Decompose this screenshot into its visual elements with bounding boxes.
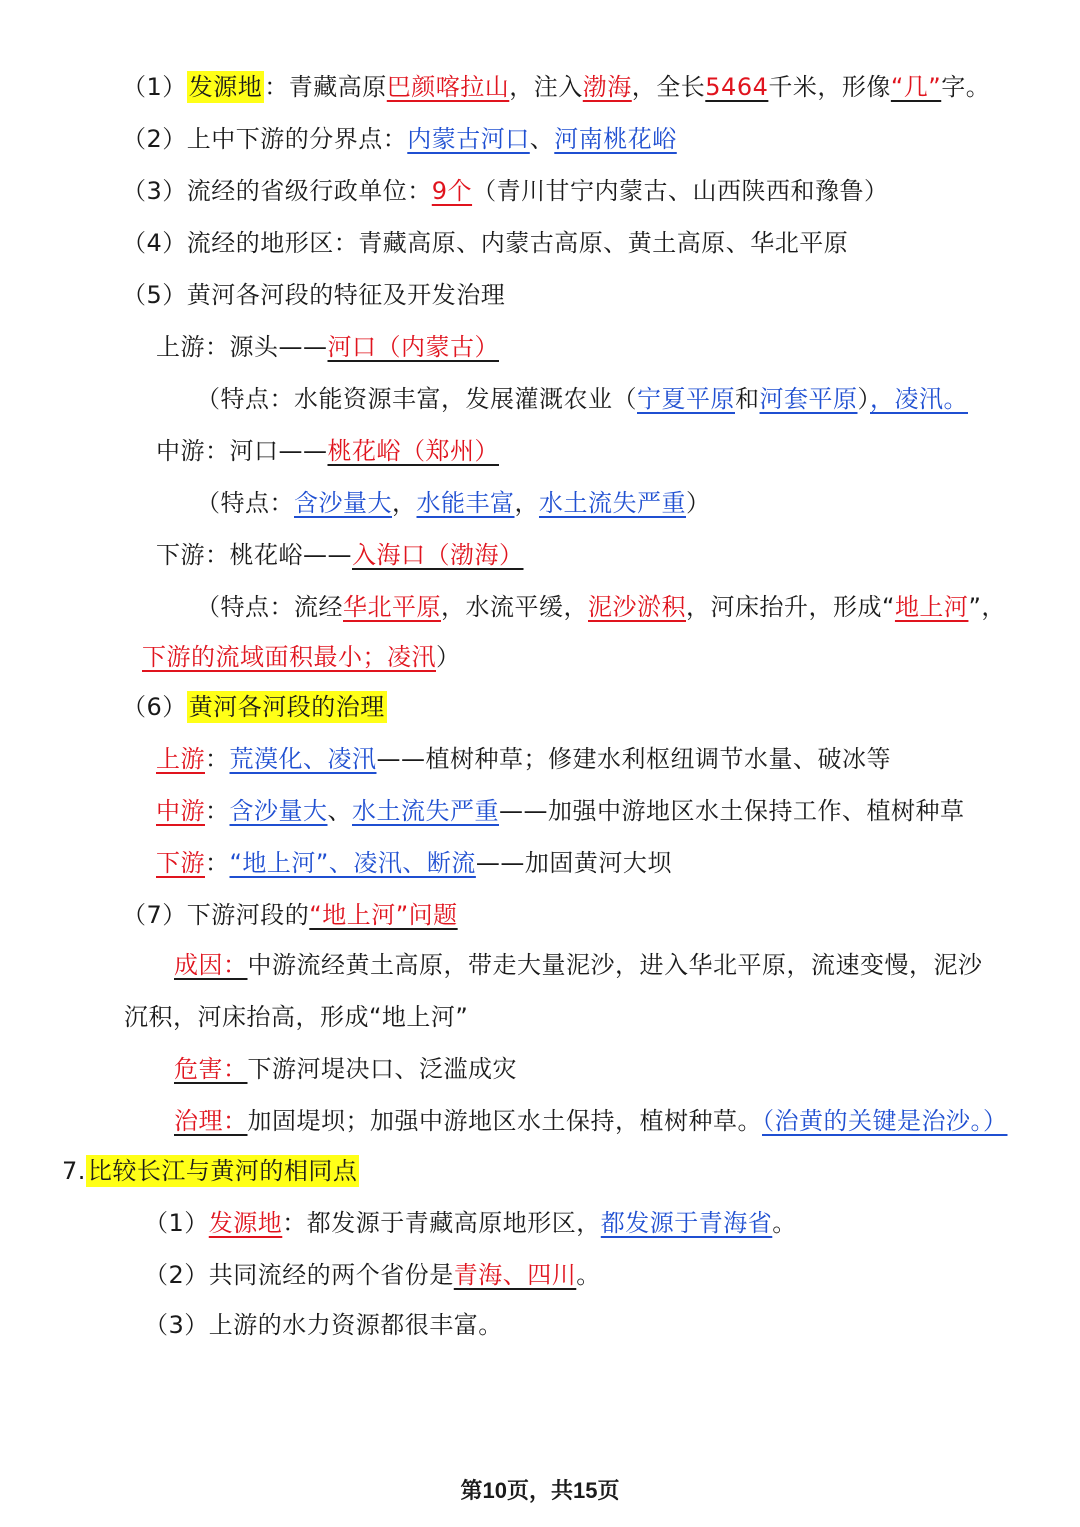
text: ——加强中游地区水土保持工作、植树种草 [499,797,965,825]
text: 字。 [941,73,991,101]
answer-blue: “地上河”、凌汛、断流 [229,849,476,877]
text: 。 [772,1209,797,1237]
answer-blue: 含沙量大 [294,489,392,517]
compare-3 [144,1308,503,1342]
governance-upper [156,742,891,776]
text: （2）共同流经的两个省份是 [144,1261,454,1289]
answer-red: 桃花峪（郑州） [327,437,499,465]
text: ， [392,489,417,517]
item-6-heading [122,690,387,724]
text: ： [205,745,230,773]
text: （青川甘宁内蒙古、山西陕西和豫鲁） [472,177,889,205]
governance-lower [156,846,672,880]
compare-2 [144,1258,601,1292]
text: （5）黄河各河段的特征及开发治理 [122,281,506,309]
answer-red: 上游 [156,745,205,773]
answer-red: 发源地 [208,1209,283,1237]
text: ，河床抬升，形成“ [686,593,895,621]
text: ——加固黄河大坝 [475,849,672,877]
answer-blue: 内蒙古河口 [407,125,530,153]
text: （3）流经的省级行政单位： [122,177,432,205]
item-2-boundary [122,122,677,156]
answer-red: 入海口（渤海） [352,541,524,569]
text: （3）上游的水力资源都很丰富。 [144,1311,503,1339]
answer-red: 青海、四川 [453,1261,577,1289]
answer-blue: 含沙量大 [229,797,328,825]
item-5-heading [122,278,505,312]
text: （特点： [196,489,294,517]
answer-blue: ，凌汛。 [870,385,968,413]
item-number: （1） [144,1209,209,1237]
harm-line [174,1052,517,1086]
text: 下游：桃花峪—— [156,541,352,569]
text: 千米，形像 [768,73,891,101]
compare-1 [144,1206,797,1240]
text: ： [205,797,230,825]
answer-red: “几” [890,73,942,101]
text: ——植树种草；修建水利枢纽调节水量、破冰等 [376,745,891,773]
text: （4）流经的地形区：青藏高原、内蒙古高原、黄土高原、华北平原 [122,229,849,257]
answer-red: 成因： [174,951,248,979]
highlight-term: 黄河各河段的治理 [188,693,385,721]
upper-reach [156,330,499,364]
lower-features-cont [142,640,461,674]
text: ”， [968,593,1006,621]
answer-blue: 宁夏平原 [637,385,735,413]
cause-line [174,948,983,982]
answer-red: 华北平原 [343,593,441,621]
answer-red: 下游 [156,849,205,877]
item-4-landforms [122,226,848,260]
text: 。 [576,1261,601,1289]
text: 下游河堤决口、泛滥成灾 [247,1055,517,1083]
answer-blue: 河南桃花峪 [554,125,677,153]
answer-red: 下游的流域面积最小；凌汛 [142,643,436,671]
item-1-source [122,70,990,104]
answer-blue: 都发源于青海省 [600,1209,773,1237]
answer-blue: 水土流失严重 [352,797,499,825]
text: （2）上中下游的分界点： [122,125,408,153]
highlight-term: 发源地 [188,73,263,101]
answer-blue: 水能丰富 [416,489,515,517]
text: ，注入 [509,73,583,101]
answer-red: “地上河”问题 [309,901,458,929]
governance-middle [156,794,965,828]
text: ，水流平缓， [441,593,588,621]
answer-red: 9个 [431,177,473,205]
text: 中游流经黄土高原，带走大量泥沙，进入华北平原，流速变慢，泥沙 [247,951,983,979]
item-3-provinces [122,174,889,208]
answer-red: 泥沙淤积 [588,593,686,621]
middle-reach [156,434,499,468]
text: ） [686,489,711,517]
text: （特点：水能资源丰富，发展灌溉农业（ [196,385,637,413]
item-number: （6） [122,693,187,721]
answer-blue: （治黄的关键是治沙。） [762,1107,1008,1135]
answer-red: 巴颜喀拉山 [386,73,510,101]
answer-red: 地上河 [894,593,969,621]
answer-red: 治理： [174,1107,248,1135]
text: 和 [735,385,760,413]
answer-red: 河口（内蒙古） [327,333,499,361]
answer-red: 中游 [156,797,205,825]
text: ：青藏高原 [264,73,387,101]
lower-reach [156,538,524,572]
lower-features [196,590,1006,624]
answer-blue: 河套平原 [759,385,858,413]
answer-red: 5464 [705,73,769,101]
text: （特点：流经 [196,593,343,621]
text: 上游：源头—— [156,333,328,361]
text: ） [436,643,461,671]
text: ：都发源于青藏高原地形区， [282,1209,601,1237]
cause-line-cont [124,1000,468,1034]
page-number: 第10页，共15页 [460,1478,620,1503]
item-7-heading [122,898,458,932]
item-number: （1） [122,73,187,101]
section-number: 7. [62,1157,86,1185]
text: 中游：河口—— [156,437,328,465]
answer-blue: 水土流失严重 [539,489,686,517]
answer-blue: 荒漠化、凌汛 [229,745,377,773]
text: ） [857,385,870,413]
governance-line [174,1104,1008,1138]
text: 、 [529,125,555,153]
section-7-heading [62,1154,359,1188]
text: ： [205,849,230,877]
text: ，全长 [631,73,706,101]
highlight-term: 比较长江与黄河的相同点 [87,1157,358,1185]
text: 、 [327,797,352,825]
middle-features [196,486,711,520]
answer-red: 渤海 [582,73,632,101]
text: 沉积，河床抬高，形成“地上河” [124,1003,469,1031]
upper-features [196,382,968,416]
text: （7）下游河段的 [122,901,310,929]
text: ， [514,489,539,517]
text: 加固堤坝；加强中游地区水土保持，植树种草。 [247,1107,762,1135]
answer-red: 危害： [174,1055,248,1083]
